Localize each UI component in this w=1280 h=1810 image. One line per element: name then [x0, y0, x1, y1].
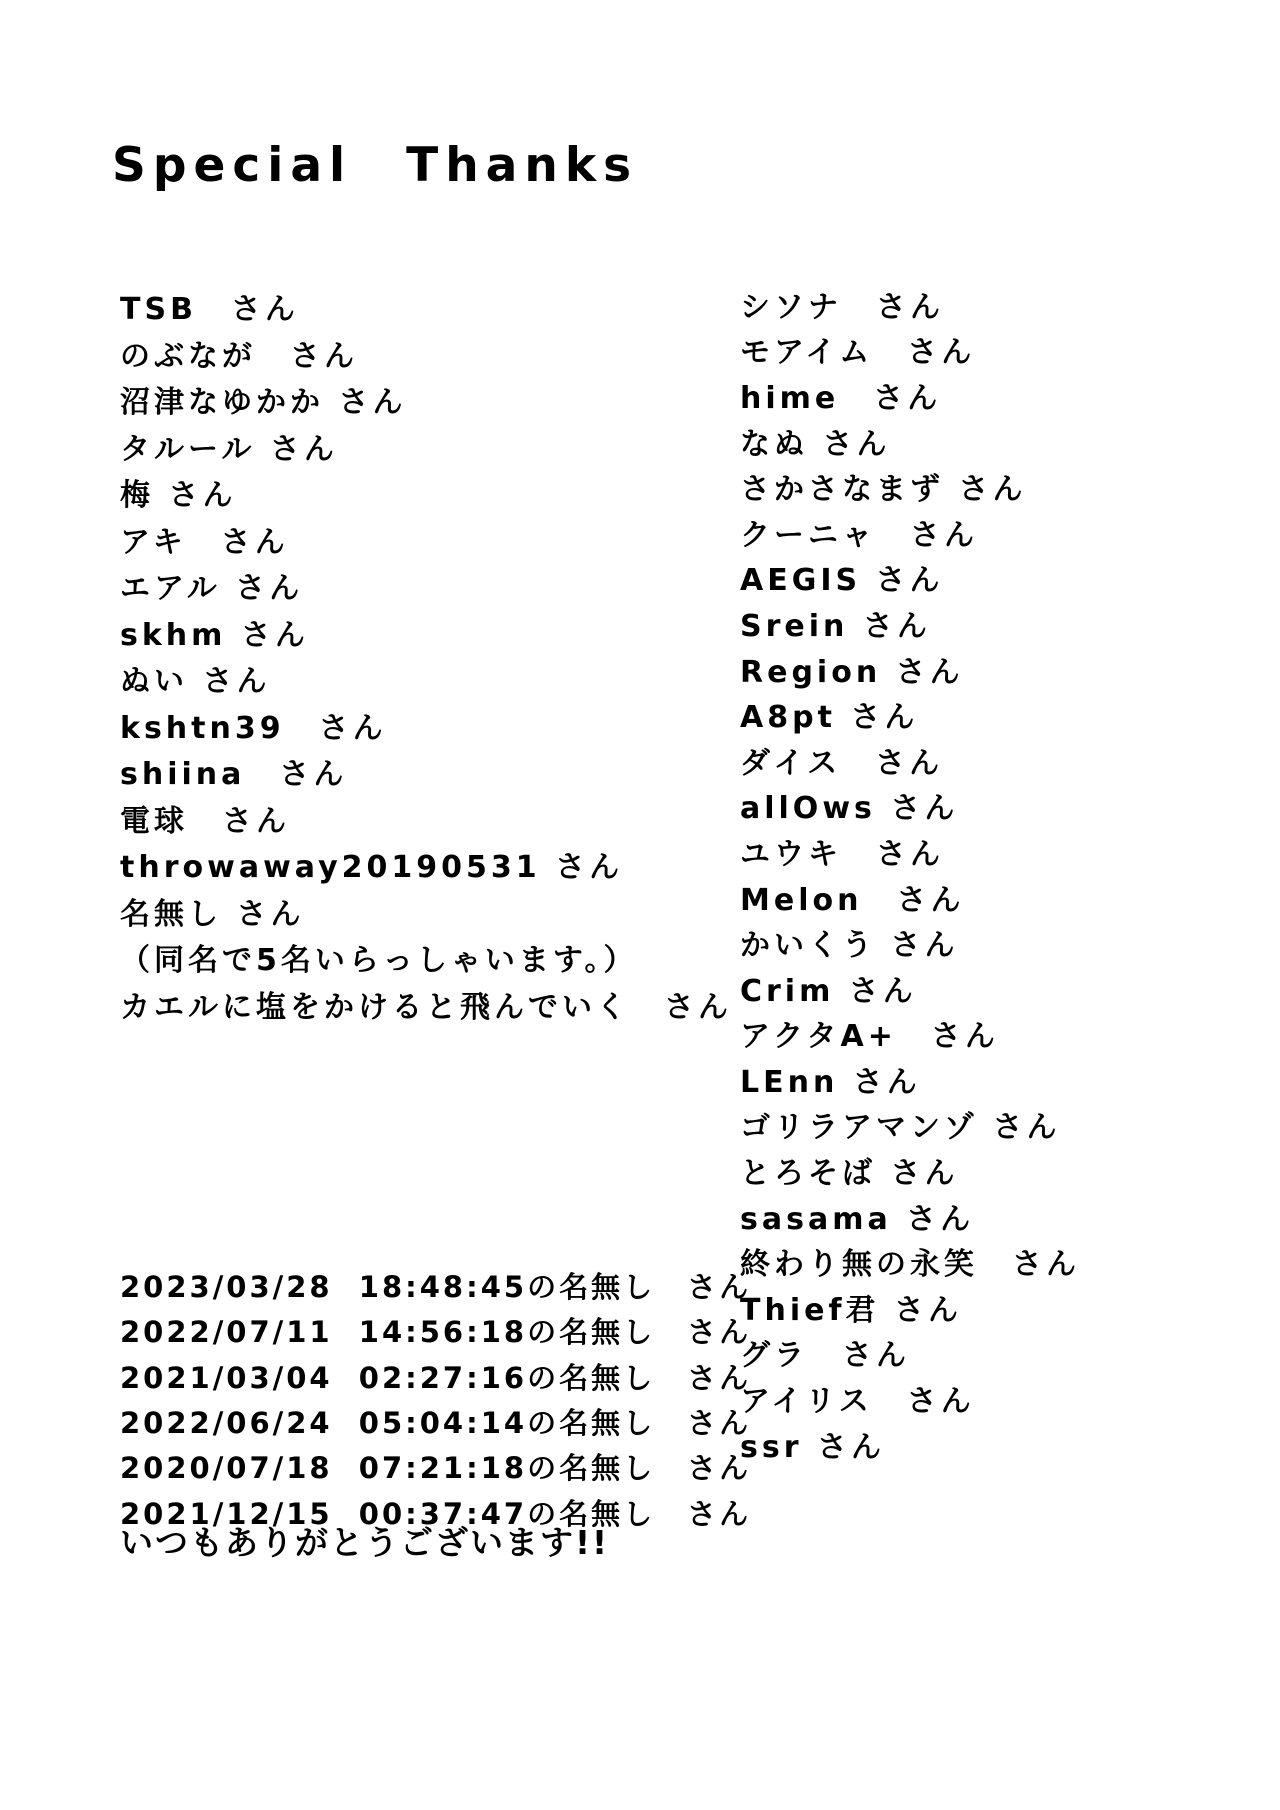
- list-item: モアイム さん: [740, 335, 976, 371]
- anonymous-thanks-list: [120, 1263, 751, 1535]
- list-item: ダイス さん: [740, 745, 944, 781]
- list-item: 終わり無の永笑 さん: [740, 1247, 1080, 1283]
- list-item: のぶなが さん: [120, 338, 358, 374]
- list-item: 電球 さん: [120, 803, 290, 839]
- list-item: なぬ さん: [740, 426, 891, 462]
- list-item: タルール さん: [120, 431, 338, 467]
- list-item: A8pt さん: [740, 700, 919, 736]
- list-item: とろそば さん: [740, 1156, 959, 1192]
- list-item: Crim さん: [740, 973, 917, 1009]
- list-item: LEnn さん: [740, 1064, 921, 1100]
- thanks-list-left: [120, 283, 732, 1027]
- list-item: Srein さん: [740, 608, 931, 644]
- list-item: TSB さん: [120, 292, 299, 328]
- list-item: kshtn39 さん: [120, 710, 387, 746]
- list-item: Melon さん: [740, 882, 965, 918]
- list-item: 2020/07/18 07:21:18の名無し さん: [120, 1451, 752, 1486]
- list-item: allOws さん: [740, 791, 959, 827]
- list-item: 2022/07/11 14:56:18の名無し さん: [120, 1315, 752, 1350]
- list-item: ゴリラアマンゾ さん: [740, 1110, 1061, 1146]
- closing-message: いつもありがとうございます!!: [120, 1523, 610, 1562]
- list-item: 沼津なゆかか さん: [120, 385, 407, 421]
- list-item: 2021/12/15 00:37:47の名無し さん: [120, 1496, 752, 1531]
- list-item: Region さん: [740, 654, 964, 690]
- list-item: shiina さん: [120, 757, 348, 793]
- list-item: かいくう さん: [740, 928, 959, 964]
- list-item: アキ さん: [120, 524, 289, 560]
- list-item: 2021/03/04 02:27:16の名無し さん: [120, 1360, 752, 1395]
- list-item: グラ さん: [740, 1338, 910, 1374]
- list-item: AEGIS さん: [740, 563, 944, 599]
- list-item: さかさなまず さん: [740, 472, 1027, 508]
- list-item: 名無し さん: [120, 896, 305, 932]
- list-item: throwaway20190531 さん: [120, 850, 624, 886]
- list-item: Thief君 さん: [740, 1292, 962, 1328]
- list-item: クーニャ さん: [740, 517, 978, 553]
- list-item: ユウキ さん: [740, 836, 944, 872]
- list-item: エアル さん: [120, 571, 304, 607]
- list-item: ぬい さん: [120, 664, 271, 700]
- list-item: 2022/06/24 05:04:14の名無し さん: [120, 1406, 752, 1441]
- list-item: アイリス さん: [740, 1384, 975, 1420]
- list-item: 2023/03/28 18:48:45の名無し さん: [120, 1270, 752, 1305]
- list-item: hime さん: [740, 380, 942, 416]
- list-item: skhm さん: [120, 617, 309, 653]
- page-title: Special Thanks: [112, 138, 639, 193]
- list-item-note: （同名で5名いらっしゃいます。）: [120, 943, 638, 979]
- list-item: シソナ さん: [740, 289, 944, 325]
- list-item: アクタA+ さん: [740, 1019, 999, 1055]
- list-item: sasama さん: [740, 1201, 975, 1237]
- thanks-list-right: [740, 281, 1080, 1466]
- list-item: カエルに塩をかけると飛んでいく さん: [120, 989, 732, 1025]
- list-item: ssr さん: [740, 1429, 885, 1465]
- list-item: 梅 さん: [120, 478, 237, 514]
